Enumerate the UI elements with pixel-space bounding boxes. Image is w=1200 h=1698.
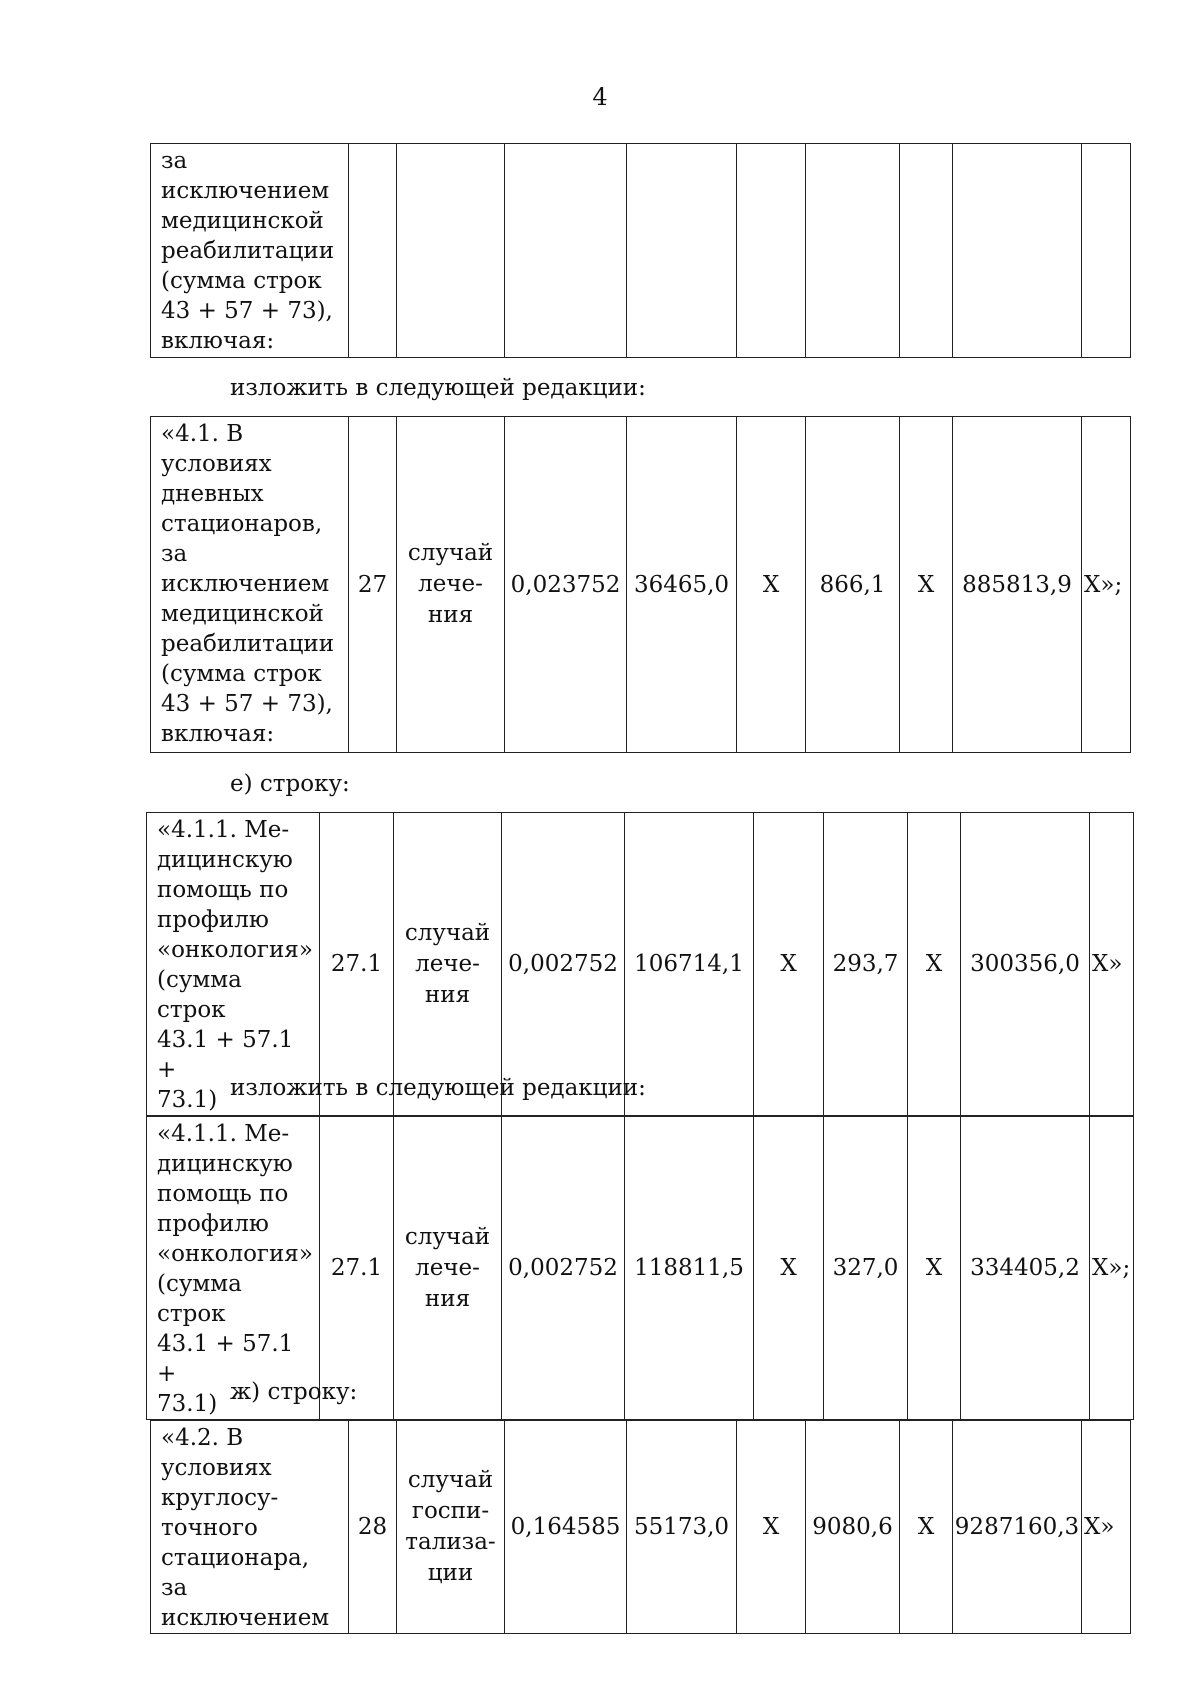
desc-line: помощь по	[157, 877, 289, 903]
table-row-27-1-old	[146, 812, 1134, 1116]
desc-line: 43.1 + 57.1 +	[157, 1027, 294, 1083]
unit-line: ции	[427, 1560, 474, 1586]
desc-line: (сумма строк	[157, 967, 242, 1023]
row-description	[147, 1117, 320, 1420]
table-row	[147, 813, 1134, 1116]
empty-cell	[349, 144, 397, 358]
value-cell: 9287160,3	[953, 1421, 1082, 1634]
unit-line: тализа-	[405, 1529, 496, 1555]
paragraph-edit-instruction: изложить в следующей редакции:	[230, 1075, 646, 1101]
value-cell: X	[737, 1421, 806, 1634]
paragraph-subitem-zh: ж) строку:	[230, 1379, 358, 1405]
unit-line: ния	[427, 602, 474, 628]
value-cell: 55173,0	[627, 1421, 737, 1634]
value-cell: 885813,9	[953, 417, 1082, 753]
empty-cell	[397, 144, 505, 358]
value-cell: 0,002752	[502, 813, 625, 1116]
desc-line: (сумма строк	[161, 661, 322, 687]
unit-line: лече-	[415, 950, 480, 977]
table-row-27-new	[150, 416, 1131, 753]
unit-line: случай	[407, 1467, 494, 1493]
value-cell: 0,164585	[505, 1421, 627, 1634]
desc-line: медицинской	[161, 601, 324, 627]
value-cell: X»	[1082, 1421, 1131, 1634]
unit-line: случай	[404, 919, 491, 946]
desc-line: 43 + 57 + 73),	[161, 298, 333, 324]
desc-line: исключением	[161, 178, 330, 204]
paragraph-edit-instruction: изложить в следующей редакции:	[230, 375, 646, 401]
desc-line: круглосу-	[161, 1485, 279, 1511]
desc-line: «4.2. В	[161, 1425, 244, 1451]
desc-line: условиях	[161, 1455, 272, 1481]
empty-cell	[900, 144, 953, 358]
value-cell: 106714,1	[625, 813, 754, 1116]
desc-line: (сумма строк	[161, 268, 322, 294]
desc-line: профилю	[157, 907, 269, 933]
desc-line: дицинскую	[157, 847, 293, 873]
table-row	[151, 417, 1131, 753]
value-cell: 300356,0	[961, 813, 1090, 1116]
empty-cell	[953, 144, 1082, 358]
value-cell: X	[900, 1421, 953, 1634]
desc-line: за	[161, 148, 188, 174]
table-fragment-continued	[150, 143, 1131, 358]
value-cell: X»;	[1082, 417, 1131, 753]
unit-of-measure	[394, 1117, 502, 1420]
unit-line: лече-	[418, 571, 483, 597]
unit-of-measure	[394, 813, 502, 1116]
desc-line: стационара, за	[161, 1545, 310, 1601]
empty-cell	[1082, 144, 1131, 358]
value-cell: X	[908, 1117, 961, 1420]
desc-line: 43 + 57 + 73),	[161, 691, 333, 717]
desc-line: «онкология»	[157, 1241, 313, 1267]
table-row	[147, 1117, 1134, 1420]
row-description	[151, 417, 349, 753]
desc-line: реабилитации	[161, 238, 335, 264]
desc-line: профилю	[157, 1211, 269, 1237]
unit-of-measure	[397, 1421, 505, 1634]
value-cell: X	[754, 1117, 824, 1420]
desc-line: дневных	[161, 481, 264, 507]
desc-line: стационаров,	[161, 511, 323, 537]
row-number: 28	[349, 1421, 397, 1634]
value-cell: 9080,6	[806, 1421, 900, 1634]
unit-line: ния	[424, 1285, 471, 1312]
row-number: 27.1	[320, 1117, 394, 1420]
value-cell: 293,7	[824, 813, 908, 1116]
table-row-28-old	[150, 1420, 1131, 1634]
table-row-27-1-new	[146, 1116, 1134, 1420]
unit-line: случай	[404, 1223, 491, 1250]
value-cell: X»;	[1090, 1117, 1134, 1420]
row-description	[147, 813, 320, 1116]
desc-line: помощь по	[157, 1181, 289, 1207]
value-cell: X	[754, 813, 824, 1116]
empty-cell	[737, 144, 806, 358]
page-number: 4	[592, 83, 608, 111]
desc-line: включая:	[161, 721, 275, 747]
desc-line: точного	[161, 1515, 258, 1541]
row-number: 27.1	[320, 813, 394, 1116]
table-row	[151, 1421, 1131, 1634]
unit-line: ния	[424, 981, 471, 1008]
value-cell: 334405,2	[961, 1117, 1090, 1420]
desc-line: дицинскую	[157, 1151, 293, 1177]
desc-line: «4.1.1. Ме-	[157, 1121, 290, 1147]
value-cell: 0,023752	[505, 417, 627, 753]
value-cell: 866,1	[806, 417, 900, 753]
unit-of-measure	[397, 417, 505, 753]
row-description	[151, 1421, 349, 1634]
paragraph-subitem-e: е) строку:	[230, 771, 350, 797]
desc-line: 73.1)	[157, 1391, 218, 1417]
desc-line: 43.1 + 57.1 +	[157, 1331, 294, 1387]
value-cell: 327,0	[824, 1117, 908, 1420]
empty-cell	[627, 144, 737, 358]
desc-line: медицинской	[161, 208, 324, 234]
unit-line: лече-	[415, 1254, 480, 1281]
desc-line: включая:	[161, 328, 275, 354]
row-description	[151, 144, 349, 358]
desc-line: за	[161, 541, 188, 567]
value-cell: 0,002752	[502, 1117, 625, 1420]
desc-line: «4.1. В	[161, 421, 244, 447]
row-number: 27	[349, 417, 397, 753]
value-cell: 36465,0	[627, 417, 737, 753]
table-row	[151, 144, 1131, 358]
value-cell: X	[908, 813, 961, 1116]
desc-line: (сумма строк	[157, 1271, 242, 1327]
desc-line: «онкология»	[157, 937, 313, 963]
empty-cell	[505, 144, 627, 358]
desc-line: исключением	[161, 571, 330, 597]
desc-line: исключением	[161, 1605, 330, 1631]
desc-line: реабилитации	[161, 631, 335, 657]
value-cell: X	[900, 417, 953, 753]
value-cell: X	[737, 417, 806, 753]
desc-line: «4.1.1. Ме-	[157, 817, 290, 843]
empty-cell	[806, 144, 900, 358]
unit-line: случай	[407, 540, 494, 566]
desc-line: условиях	[161, 451, 272, 477]
unit-line: госпи-	[411, 1498, 490, 1524]
value-cell: X»	[1090, 813, 1134, 1116]
desc-line: 73.1)	[157, 1087, 218, 1113]
value-cell: 118811,5	[625, 1117, 754, 1420]
